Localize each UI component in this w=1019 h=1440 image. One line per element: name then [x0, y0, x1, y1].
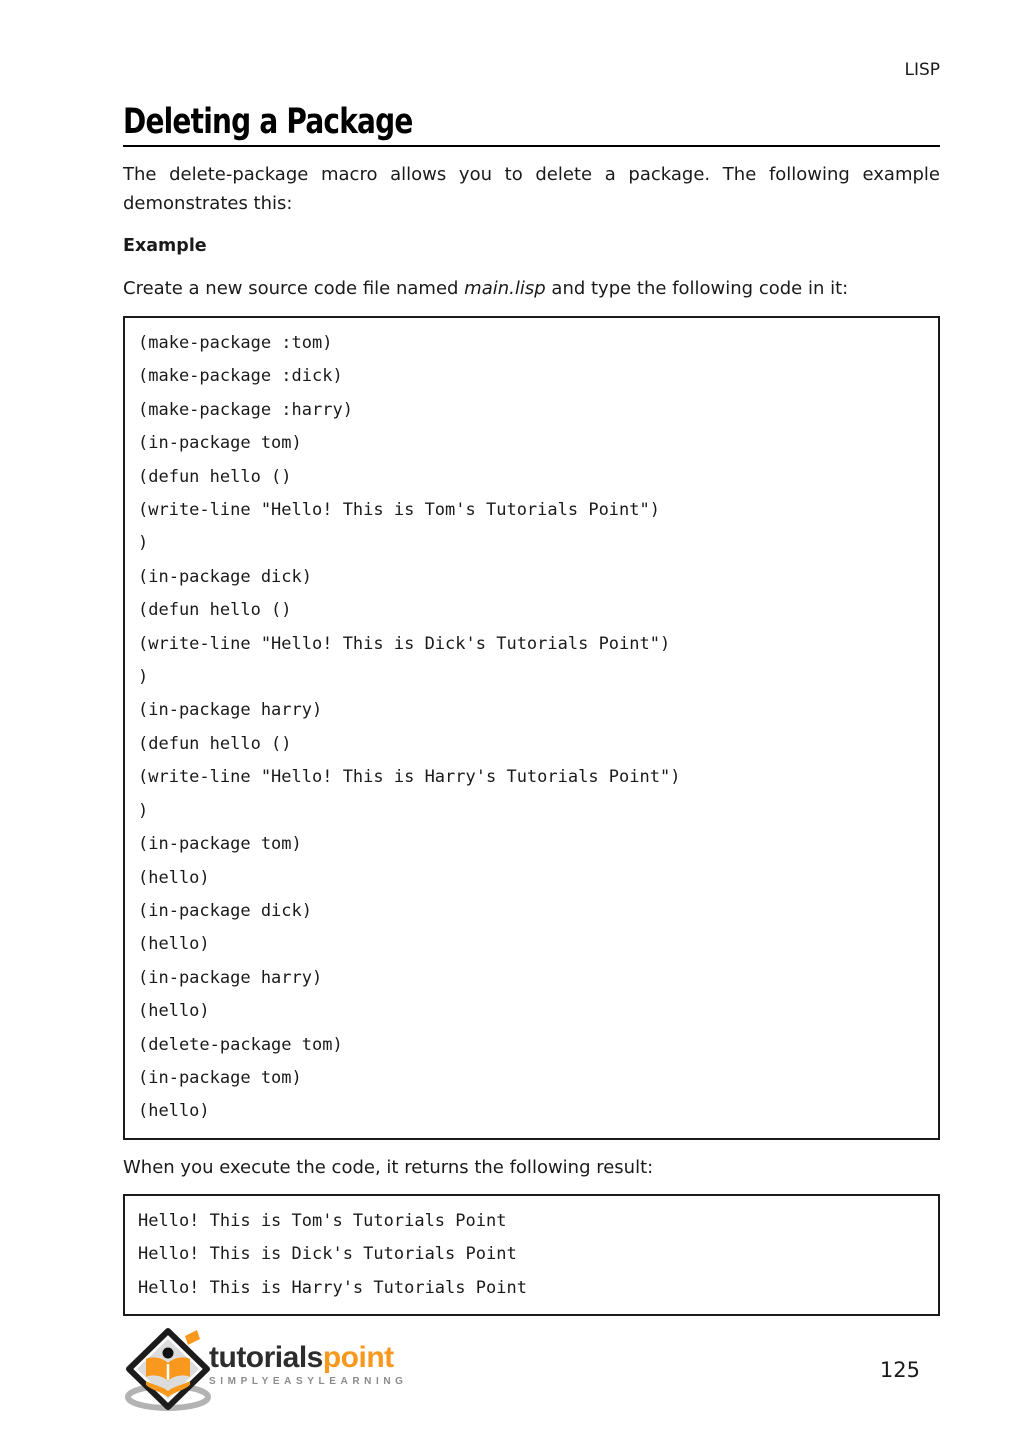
output-line: Hello! This is Tom's Tutorials Point	[138, 1210, 507, 1231]
logo-head-dot	[163, 1347, 174, 1358]
code-line: (defun hello ()	[138, 733, 292, 754]
logo-text-block	[209, 1340, 408, 1387]
code-line: (write-line "Hello! This is Dick's Tutorials Point")	[138, 633, 671, 654]
logo-wordmark	[209, 1340, 408, 1374]
code-line: (write-line "Hello! This is Harry's Tutorials Point")	[138, 767, 681, 788]
code-line: (in-package tom)	[138, 834, 302, 855]
result-intro-paragraph: When you execute the code, it returns the following result:	[123, 1156, 654, 1178]
code-line: (make-package :tom)	[138, 333, 333, 353]
instruction-paragraph	[123, 278, 940, 300]
code-line: (in-package harry)	[138, 700, 323, 721]
code-line: (write-line "Hello! This is Tom's Tutorials Point")	[138, 500, 660, 521]
code-block-source	[123, 316, 940, 1140]
code-line: )	[138, 533, 149, 554]
code-block-output	[123, 1194, 940, 1316]
code-line: (in-package harry)	[138, 967, 323, 988]
code-line: (in-package tom)	[138, 1067, 302, 1088]
title-block	[123, 104, 940, 147]
page-number: 125	[879, 1357, 920, 1382]
code-line: (make-package :dick)	[138, 366, 343, 387]
output-line: Hello! This is Harry's Tutorials Point	[138, 1277, 527, 1298]
page-footer	[123, 1328, 940, 1412]
code-line: (defun hello ()	[138, 466, 292, 487]
code-line: (hello)	[138, 934, 210, 955]
tutorialspoint-logo	[123, 1328, 408, 1412]
intro-paragraph: The delete-package macro allows you to delete a package. The following example demonstrates this:	[123, 164, 940, 214]
code-line: (hello)	[138, 1001, 210, 1022]
code-line: (delete-package tom)	[138, 1034, 343, 1055]
logo-word-tutorials: tutorials	[209, 1340, 323, 1374]
code-line: (hello)	[138, 867, 210, 888]
code-line: )	[138, 800, 149, 821]
code-line: )	[138, 667, 149, 688]
code-line: (in-package dick)	[138, 566, 312, 587]
page-title: Deleting a Package	[123, 102, 413, 142]
tutorialspoint-logo-icon	[123, 1328, 215, 1412]
instruction-suffix: and type the following code in it:	[545, 278, 849, 299]
logo-pencil-icon	[185, 1330, 200, 1345]
code-line: (in-package tom)	[138, 433, 302, 454]
instruction-prefix: Create a new source code file named	[123, 278, 465, 299]
code-line: (hello)	[138, 1101, 210, 1122]
output-line: Hello! This is Dick's Tutorials Point	[138, 1244, 517, 1265]
logo-word-point: point	[322, 1340, 394, 1374]
code-line: (defun hello ()	[138, 600, 292, 621]
document-header-label: LISP	[904, 60, 940, 80]
logo-tagline: SIMPLYEASYLEARNING	[209, 1375, 408, 1387]
code-line: (make-package :harry)	[138, 399, 353, 420]
filename-italic: main.lisp	[464, 278, 546, 299]
code-line: (in-package dick)	[138, 900, 312, 921]
example-heading: Example	[123, 236, 207, 256]
